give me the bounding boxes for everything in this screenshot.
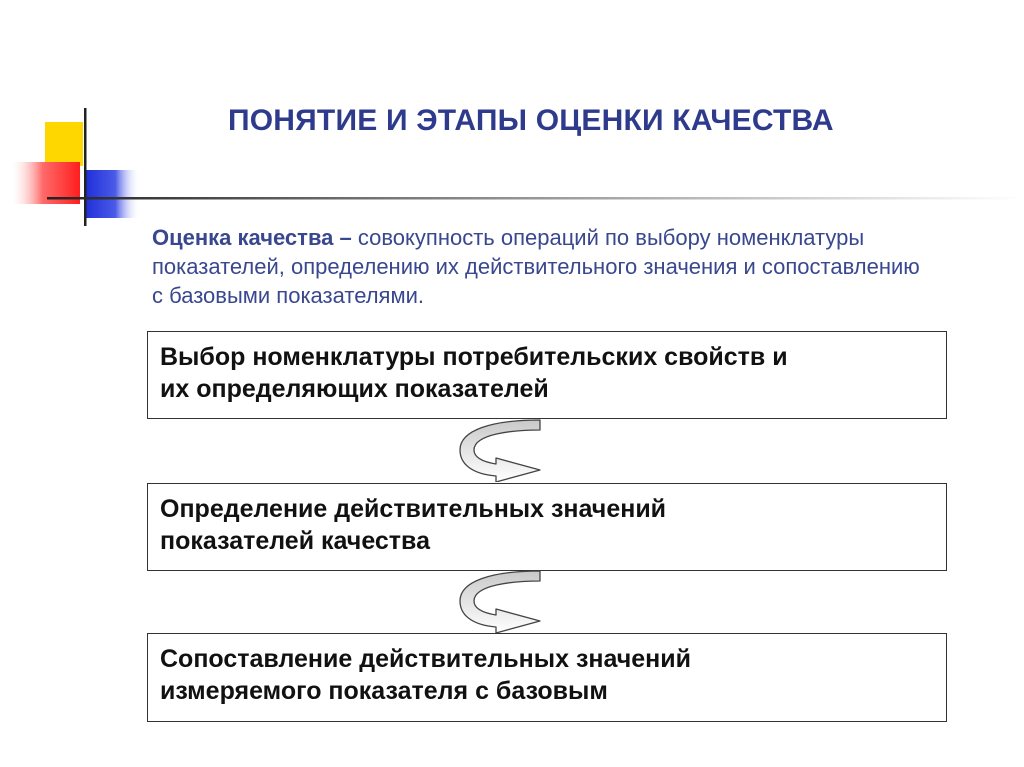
- step-box-2: [147, 483, 947, 571]
- step-3-line-1: Сопоставление действительных значений: [160, 645, 692, 673]
- curved-arrow-icon: [456, 569, 548, 633]
- step-2-line-1: Определение действительных значений: [160, 495, 667, 523]
- step-3-line-2: измеряемого показателя с базовым: [160, 677, 608, 705]
- curved-arrow-icon: [456, 418, 548, 482]
- step-box-1: [147, 331, 947, 419]
- definition-text: [152, 223, 922, 310]
- definition-term: Оценка качества –: [152, 225, 352, 250]
- step-1-line-2: их определяющих показателей: [160, 375, 549, 403]
- step-1-line-1: Выбор номенклатуры потребительских свойств и: [160, 343, 788, 371]
- step-2-line-2: показателей качества: [160, 527, 430, 555]
- step-box-3: [147, 633, 947, 722]
- slide-title: ПОНЯТИЕ И ЭТАПЫ ОЦЕНКИ КАЧЕСТВА: [228, 104, 834, 137]
- definition-body: совокупность операций по выбору номенклатуры показателей, определению их действительного значения и сопоставлению с базовыми показателями.: [152, 225, 920, 308]
